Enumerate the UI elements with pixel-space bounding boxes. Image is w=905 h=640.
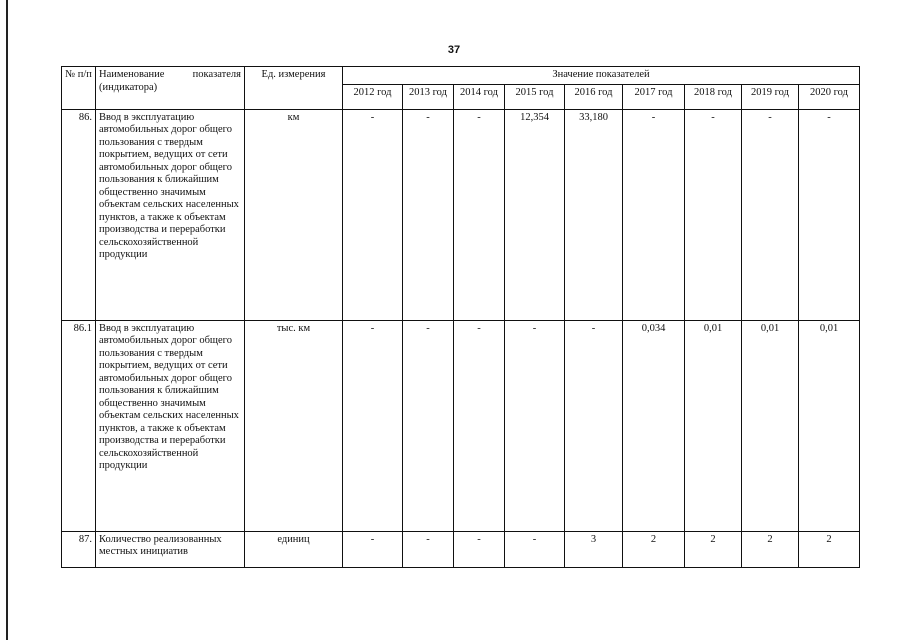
row-value: - [403,109,454,320]
header-year: 2020 год [799,84,860,109]
row-value: 0,01 [685,320,742,531]
row-unit: км [245,109,343,320]
header-unit: Ед. измерения [245,67,343,110]
row-value: 33,180 [565,109,623,320]
table-row [62,109,860,320]
row-value: 2 [799,531,860,567]
table-row [62,320,860,531]
header-year: 2014 год [454,84,505,109]
row-value: - [454,531,505,567]
row-value: 0,034 [623,320,685,531]
row-name: Ввод в эксплуатацию автомобильных дорог общего пользования с твердым покрытием, ведущих от сети автомобильных дорог общего пользования к ближайшим общественно значимым объектам сельских населенных пунктов, а также к объектам производства и переработки сельскохозяйственной продукции [96,109,245,320]
row-value: - [742,109,799,320]
header-year: 2016 год [565,84,623,109]
row-value: - [403,531,454,567]
row-value: 0,01 [799,320,860,531]
header-year: 2012 год [343,84,403,109]
row-value: 2 [685,531,742,567]
row-value: 0,01 [742,320,799,531]
row-value: - [454,320,505,531]
row-num: 86. [62,109,96,320]
row-value: 2 [623,531,685,567]
row-value: - [623,109,685,320]
row-value: 12,354 [505,109,565,320]
row-name: Количество реализованных местных инициатив [96,531,245,567]
row-value: - [505,320,565,531]
header-year: 2013 год [403,84,454,109]
row-value: - [685,109,742,320]
row-value: 2 [742,531,799,567]
row-unit: единиц [245,531,343,567]
header-name-line1 [99,69,241,82]
row-num: 87. [62,531,96,567]
row-value: 3 [565,531,623,567]
row-value: - [343,320,403,531]
row-name: Ввод в эксплуатацию автомобильных дорог общего пользования с твердым покрытием, ведущих от сети автомобильных дорог общего пользования к ближайшим общественно значимым объектам сельских населенных пунктов, а также к объектам производства и переработки сельскохозяйственной продукции [96,320,245,531]
header-year: 2018 год [685,84,742,109]
row-value: - [505,531,565,567]
page-edge-line [6,0,8,640]
row-value: - [343,531,403,567]
page-number: 37 [447,44,461,56]
row-num: 86.1 [62,320,96,531]
row-value: - [454,109,505,320]
row-value: - [799,109,860,320]
header-year: 2017 год [623,84,685,109]
header-num: № п/п [62,67,96,110]
header-year: 2019 год [742,84,799,109]
header-name [96,67,245,110]
row-value: - [403,320,454,531]
header-name-word1: Наименование [99,69,165,80]
header-name-word2: показателя [192,69,241,80]
row-unit: тыс. км [245,320,343,531]
table-row [62,531,860,567]
row-value: - [565,320,623,531]
row-value: - [343,109,403,320]
header-values: Значение показателей [343,67,860,85]
header-year: 2015 год [505,84,565,109]
header-name-line2: (индикатора) [99,81,158,93]
indicators-table [61,66,860,568]
